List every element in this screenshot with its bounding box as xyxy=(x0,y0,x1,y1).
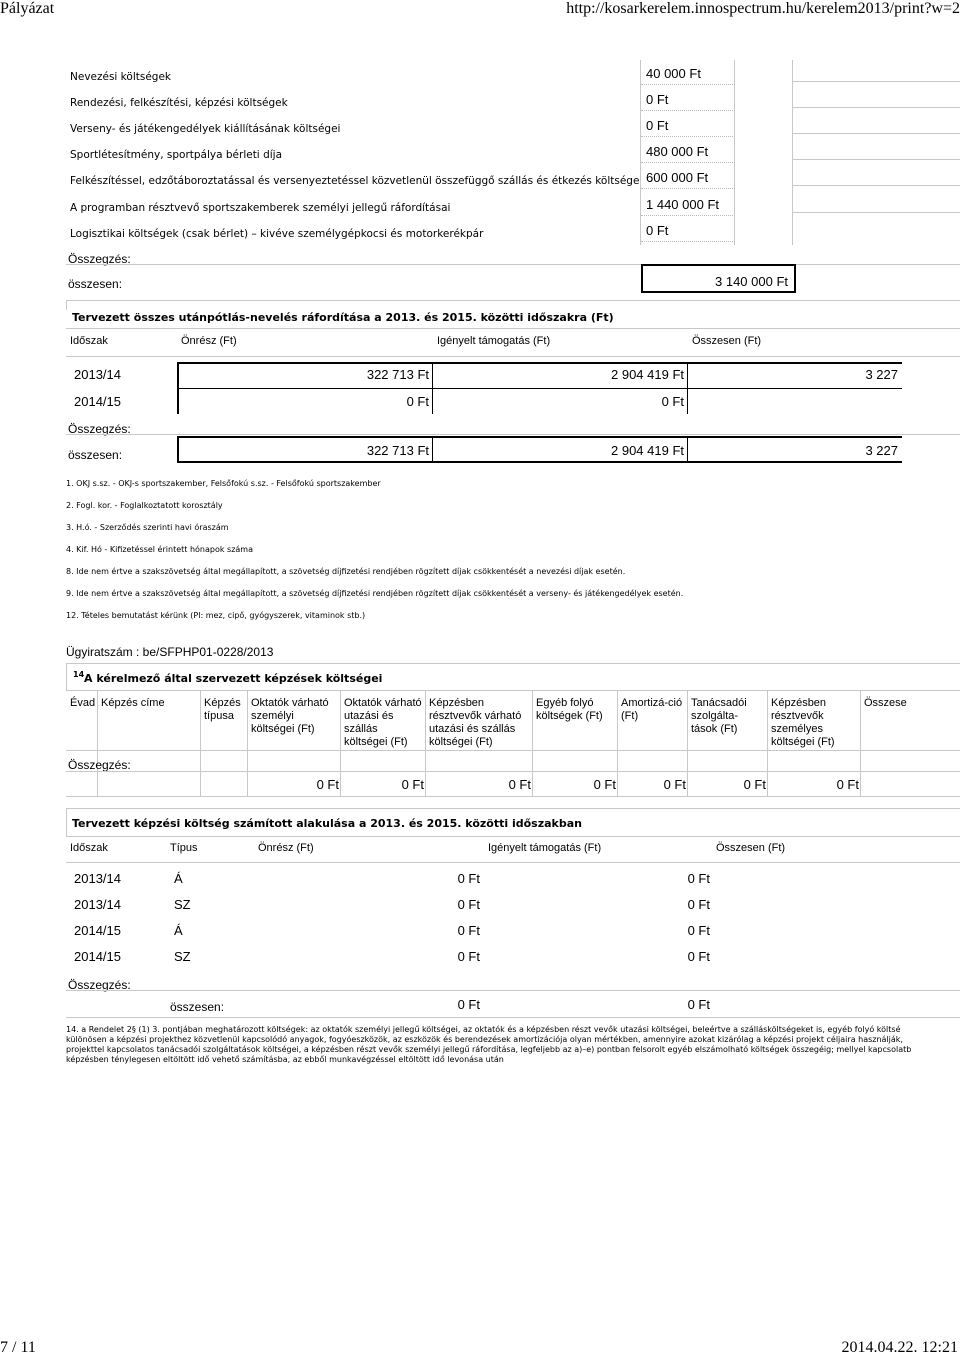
cost-value-cell xyxy=(641,88,733,111)
total-value: 3 140 000 Ft xyxy=(715,274,788,289)
col-header: Oktatók várható utazási és szállás költségei (Ft) xyxy=(344,697,422,748)
divider xyxy=(687,436,688,462)
col-header: Képzésben résztvevők személyes költségei (Ft) xyxy=(771,697,835,748)
summary-label: Összegzés: xyxy=(68,978,131,992)
total-cell: 3 227 xyxy=(865,367,898,382)
divider xyxy=(340,690,341,796)
requested-cell: 0 Ft xyxy=(687,871,710,886)
cost-value: 0 Ft xyxy=(646,92,669,107)
divider xyxy=(66,990,960,991)
summary-label: Összegzés: xyxy=(68,252,131,266)
training-total: 0 Ft xyxy=(743,777,766,792)
cost-value: 0 Ft xyxy=(646,223,669,238)
training-total: 0 Ft xyxy=(508,777,531,792)
divider xyxy=(425,690,426,796)
training-total: 0 Ft xyxy=(663,777,686,792)
period-cell: 2013/14 xyxy=(74,871,121,886)
type-cell: SZ xyxy=(174,949,191,964)
col-header: Önrész (Ft) xyxy=(258,842,314,854)
period-cell: 2013/14 xyxy=(74,367,121,382)
note: 9. Ide nem értve a szakszövetség által megállapított, a szövetség díjfizetési rendjében rögzített díjak csökkentését a verseny- és játékengedélyek esetén. xyxy=(66,589,684,598)
training-total: 0 Ft xyxy=(316,777,339,792)
col-header: Képzés címe xyxy=(101,697,165,709)
footnote-line: képzésben ténylegesen eltöltött idő vehető számításba, az ebből munkavégzéssel eltöltött idő levonása után xyxy=(66,1055,504,1064)
section-title: A kérelmező által szervezett képzések költségei xyxy=(84,672,383,685)
divider xyxy=(66,663,67,691)
col-header: Igényelt támogatás (Ft) xyxy=(488,842,602,854)
divider xyxy=(687,690,688,796)
col-header: Oktatók várható személyi költségei (Ft) xyxy=(251,697,329,735)
divider xyxy=(860,690,861,796)
divider xyxy=(66,356,960,357)
footnote-line: 14. a Rendelet 2§ (1) 3. pontjában meghatározott költségek: az oktatók személyi jellegű költségei, az oktatók és a képzésben részt vevők utazási költségei, beleértve a szállásköltségeket is, egyéb folyó költsé xyxy=(66,1025,901,1034)
cost-label: A programban résztvevő sportszakemberek személyi jellegű ráfordításai xyxy=(70,202,451,214)
divider xyxy=(792,212,960,213)
own-cell: 0 Ft xyxy=(457,897,480,912)
col-header: Önrész (Ft) xyxy=(181,335,237,347)
divider xyxy=(66,300,67,310)
divider xyxy=(66,808,960,809)
type-cell: Á xyxy=(174,923,183,938)
cost-value: 600 000 Ft xyxy=(646,170,709,185)
total-box xyxy=(177,436,902,463)
divider xyxy=(66,300,960,301)
summary-label: Összegzés: xyxy=(68,422,131,436)
footnote-line: különösen a képzési projekthez közvetlenül kapcsolódó anyagok, fogyóeszközök, az eszközök és berendezések amortizációja olyan mértékben, amennyire azokat kizárólag a képzési projekt céljaira használják, xyxy=(66,1035,903,1044)
col-header: Összesen (Ft) xyxy=(692,335,762,347)
divider xyxy=(792,107,960,108)
own-cell: 0 Ft xyxy=(457,949,480,964)
divider xyxy=(200,690,201,796)
training-total: 0 Ft xyxy=(593,777,616,792)
col-header: Amortizá-ció (Ft) xyxy=(621,697,683,722)
col-header: Egyéb folyó költségek (Ft) xyxy=(536,697,603,722)
divider xyxy=(247,690,248,796)
cost-value-cell xyxy=(641,62,733,85)
divider xyxy=(66,771,960,772)
divider xyxy=(66,663,960,664)
divider xyxy=(66,328,960,329)
divider xyxy=(66,750,960,751)
page-number: 7 / 11 xyxy=(0,1339,36,1356)
period-cell: 2014/15 xyxy=(74,923,121,938)
cost-value-cell xyxy=(641,114,733,137)
note: 2. Fogl. kor. - Foglalkoztatott korosztály xyxy=(66,501,223,510)
col-header: Összese xyxy=(864,697,907,709)
divider xyxy=(66,434,960,435)
divider xyxy=(66,862,960,863)
total-label: összesen: xyxy=(68,277,123,291)
period-cell: 2013/14 xyxy=(74,897,121,912)
note: 1. OKJ s.sz. - OKJ-s sportszakember, Felsőfokú s.sz. - Felsőfokú sportszakember xyxy=(66,479,381,488)
divider xyxy=(792,159,960,160)
col-header: Tanácsadói szolgálta-tások (Ft) xyxy=(691,697,747,735)
cost-label: Felkészítéssel, edzőtáboroztatással és versenyeztetéssel közvetlenül összefüggő szállás és étkezés költsége xyxy=(70,175,640,187)
cost-value: 480 000 Ft xyxy=(646,144,709,159)
footnote-ref: 14 xyxy=(73,670,85,679)
total-label: összesen: xyxy=(170,1000,225,1014)
col-header: Képzés típusa xyxy=(204,697,241,722)
note: 3. H.ó. - Szerződés szerinti havi óraszám xyxy=(66,523,229,532)
own-cell: 0 Ft xyxy=(457,871,480,886)
cost-label: Logisztikai költségek (csak bérlet) – kivéve személygépkocsi és motorkerékpár xyxy=(70,228,484,240)
divider xyxy=(66,264,641,265)
row-box xyxy=(177,362,902,389)
own-cell: 0 Ft xyxy=(457,923,480,938)
divider xyxy=(792,60,793,245)
requested-cell: 2 904 419 Ft xyxy=(611,367,684,382)
total-label: összesen: xyxy=(68,448,123,462)
cost-value: 1 440 000 Ft xyxy=(646,197,719,212)
divider xyxy=(177,388,179,414)
divider xyxy=(66,808,67,836)
cost-value: 40 000 Ft xyxy=(646,66,701,81)
section-title: Tervezett összes utánpótlás-nevelés ráfordítása a 2013. és 2015. közötti időszakra (Ft) xyxy=(72,311,614,324)
section-title: Tervezett képzési költség számított alakulása a 2013. és 2015. közötti időszakban xyxy=(72,817,582,830)
divider xyxy=(66,1017,960,1018)
divider xyxy=(734,60,735,245)
divider xyxy=(66,796,960,797)
cost-value: 0 Ft xyxy=(646,118,669,133)
period-cell: 2014/15 xyxy=(74,949,121,964)
col-header: Évad xyxy=(70,697,96,709)
col-header: Időszak xyxy=(70,842,108,854)
training-total: 0 Ft xyxy=(401,777,424,792)
cost-label: Sportlétesítmény, sportpálya bérleti díja xyxy=(70,149,282,161)
divider xyxy=(532,690,533,796)
col-header: Típus xyxy=(170,842,198,854)
col-header: Összesen (Ft) xyxy=(716,842,786,854)
training-total: 0 Ft xyxy=(836,777,859,792)
divider xyxy=(792,133,960,134)
col-header: Időszak xyxy=(70,335,108,347)
requested-cell: 0 Ft xyxy=(687,923,710,938)
print-page-title: Pályázat xyxy=(0,0,55,17)
divider xyxy=(177,388,902,389)
cost-value-cell xyxy=(641,140,733,163)
col-header: Igényelt támogatás (Ft) xyxy=(437,335,551,347)
divider xyxy=(796,264,960,265)
type-cell: SZ xyxy=(174,897,191,912)
cost-label: Verseny- és játékengedélyek kiállításának költségei xyxy=(70,123,341,135)
footnote-line: projekttel kapcsolatos tanácsadói szolgáltatások költségei, a képzésben részt vevők személyi jellegű ráfordítása, legfeljebb az a)–e) pontban felsorolt egyéb elszámolható költségek összegéig; mellyel kapcsolatb xyxy=(66,1045,912,1054)
cost-value-cell xyxy=(641,166,733,189)
own-cell: 0 Ft xyxy=(406,394,429,409)
divider xyxy=(66,836,960,837)
divider xyxy=(767,690,768,796)
period-cell: 2014/15 xyxy=(74,394,121,409)
divider xyxy=(617,690,618,796)
total-own: 322 713 Ft xyxy=(366,443,429,458)
note: 4. Kif. Hó - Kifizetéssel érintett hónapok száma xyxy=(66,545,253,554)
note: 12. Tételes bemutatást kérünk (Pl: mez, cipő, gyógyszerek, vitaminok stb.) xyxy=(66,611,366,620)
print-datetime: 2014.04.22. 12:21 xyxy=(841,1339,958,1356)
cost-label: Nevezési költségek xyxy=(70,71,171,83)
case-number: Ügyiratszám : be/SFPHP01-0228/2013 xyxy=(66,645,274,659)
note: 8. Ide nem értve a szakszövetség által megállapított, a szövetség díjfizetési rendjében rögzített díjak csökkentését a nevezési díjak esetén. xyxy=(66,567,626,576)
total-sum: 3 227 xyxy=(865,443,898,458)
requested-cell: 0 Ft xyxy=(687,949,710,964)
total-box xyxy=(641,264,796,293)
own-cell: 322 713 Ft xyxy=(366,367,429,382)
summary-label: Összegzés: xyxy=(68,758,131,772)
divider xyxy=(792,81,960,82)
total-requested: 0 Ft xyxy=(687,997,710,1012)
cost-label: Rendezési, felkészítési, képzési költségek xyxy=(70,97,288,109)
requested-cell: 0 Ft xyxy=(687,897,710,912)
cost-value-cell xyxy=(641,219,733,242)
cost-value-cell xyxy=(641,193,733,216)
divider xyxy=(792,185,960,186)
total-requested: 2 904 419 Ft xyxy=(611,443,684,458)
divider xyxy=(97,690,98,796)
col-header: Képzésben résztvevők várható utazási és szállás költségei (Ft) xyxy=(429,697,522,748)
type-cell: Á xyxy=(174,871,183,886)
total-own: 0 Ft xyxy=(457,997,480,1012)
print-page-url: http://kosarkerelem.innospectrum.hu/kerelem2013/print?w=2 xyxy=(566,0,960,17)
requested-cell: 0 Ft xyxy=(661,394,684,409)
divider xyxy=(432,436,433,462)
